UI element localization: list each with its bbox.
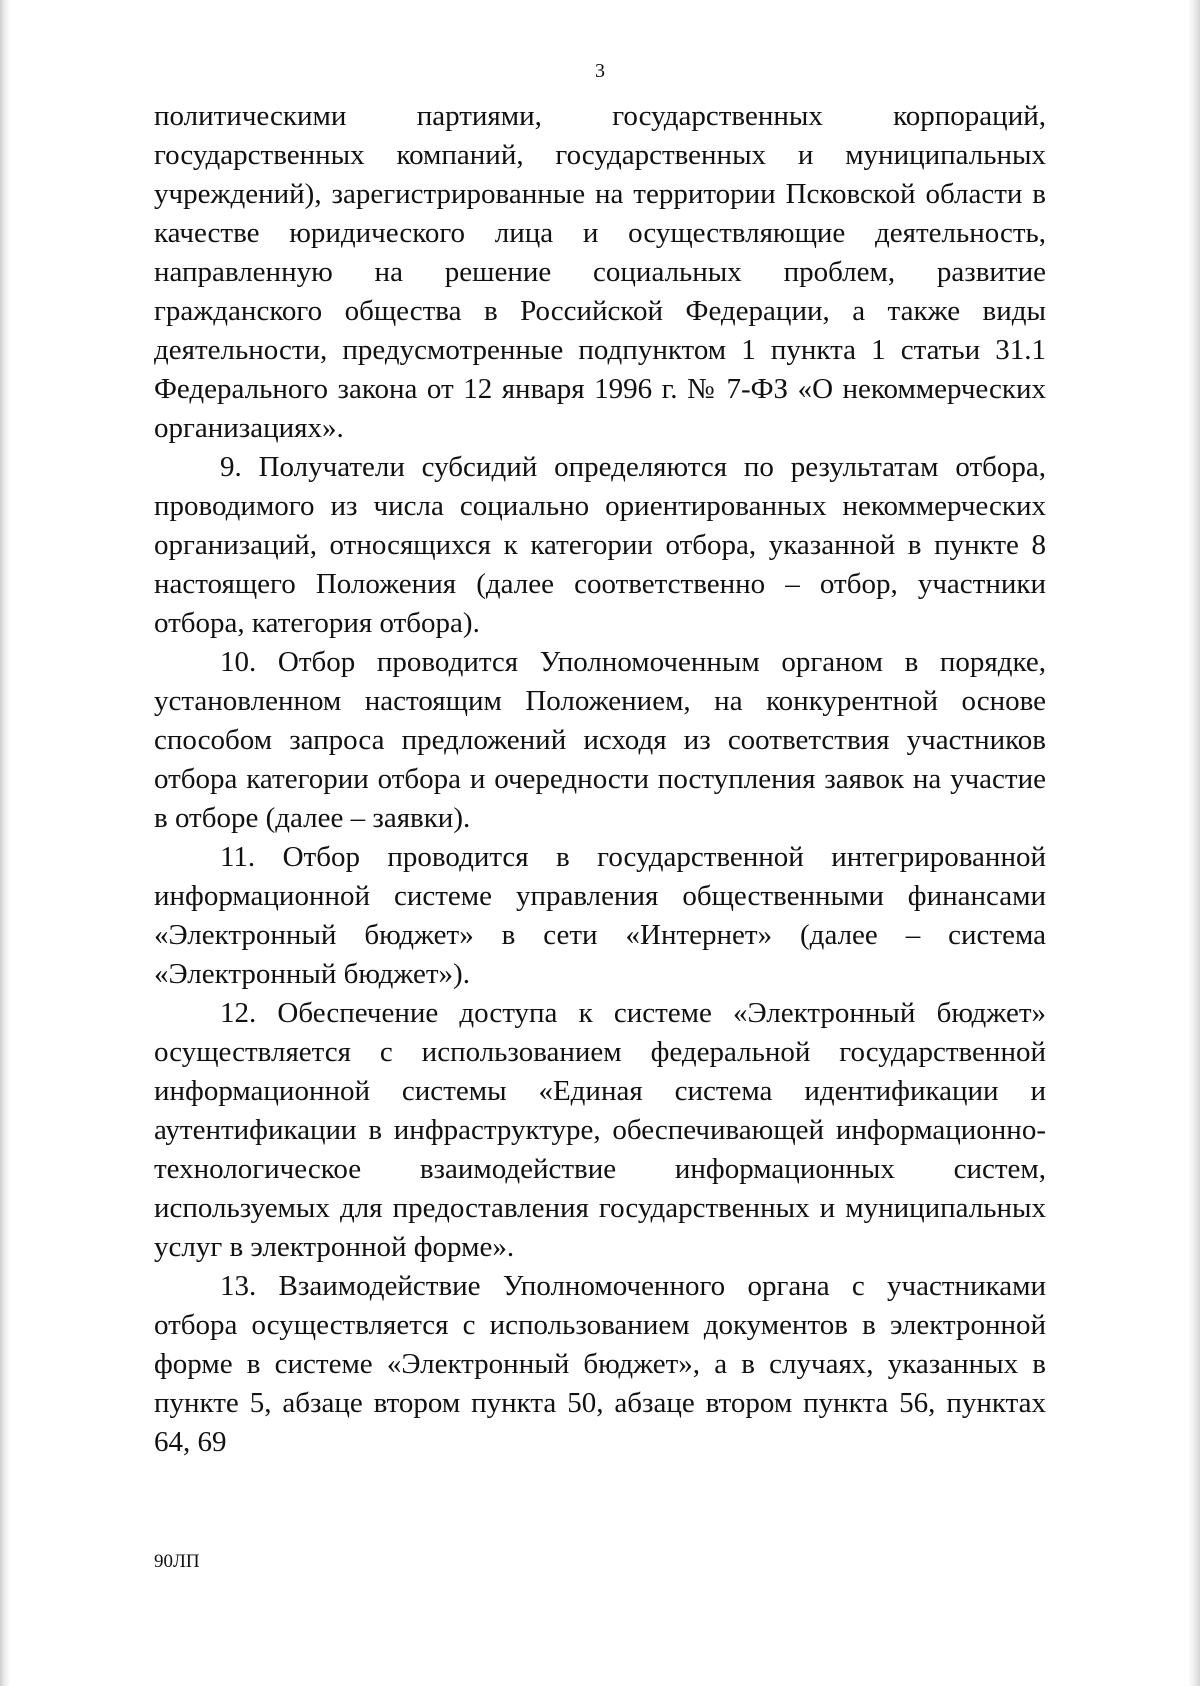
paragraph-continuation: политическими партиями, государственных корпораций, государственных компаний, государственных и муниципальных учреждений), зарегистрированные на территории Псковской области в качестве юридического лица и осуществляющие деятельность, направленную на решение социальных проблем, развитие гражданского общества в Российской Федерации, а также виды деятельности, предусмотренные подпунктом 1 пункта 1 статьи 31.1 Федерального закона от 12 января 1996 г. № 7-ФЗ «О некоммерческих организациях».: [154, 100, 1046, 444]
paragraph-item-12: 12. Обеспечение доступа к системе «Электронный бюджет» осуществляется с использованием федеральной государственной информационной системы «Единая система идентификации и аутентификации в инфраструктуре, обеспечивающей информационно-технологическое взаимодействие информационных систем, используемых для предоставления государственных и муниципальных услуг в электронной форме».: [154, 997, 1046, 1263]
scan-edge-right: [1188, 0, 1200, 1686]
paragraph-item-11: 11. Отбор проводится в государственной интегрированной информационной системе управления общественными финансами «Электронный бюджет» в сети «Интернет» (далее – система «Электронный бюджет»).: [154, 841, 1046, 990]
page-number: 3: [595, 60, 605, 82]
paragraph-item-10: 10. Отбор проводится Уполномоченным органом в порядке, установленном настоящим Положением, на конкурентной основе способом запроса предложений исходя из соответствия участников отбора категории отбора и очередности поступления заявок на участие в отборе (далее – заявки).: [154, 646, 1046, 834]
paragraph-item-9: 9. Получатели субсидий определяются по результатам отбора, проводимого из числа социально ориентированных некоммерческих организаций, относящихся к категории отбора, указанной в пункте 8 настоящего Положения (далее соответственно – отбор, участники отбора, категория отбора).: [154, 451, 1046, 639]
document-code: 90ЛП: [154, 1551, 200, 1572]
document-body: [154, 97, 1046, 1462]
paragraph-item-13: 13. Взаимодействие Уполномоченного органа с участниками отбора осуществляется с использованием документов в электронной форме в системе «Электронный бюджет», а в случаях, указанных в пункте 5, абзаце втором пункта 50, абзаце втором пункта 56, пунктах 64, 69: [154, 1270, 1046, 1458]
scan-edge-left: [0, 0, 10, 1686]
